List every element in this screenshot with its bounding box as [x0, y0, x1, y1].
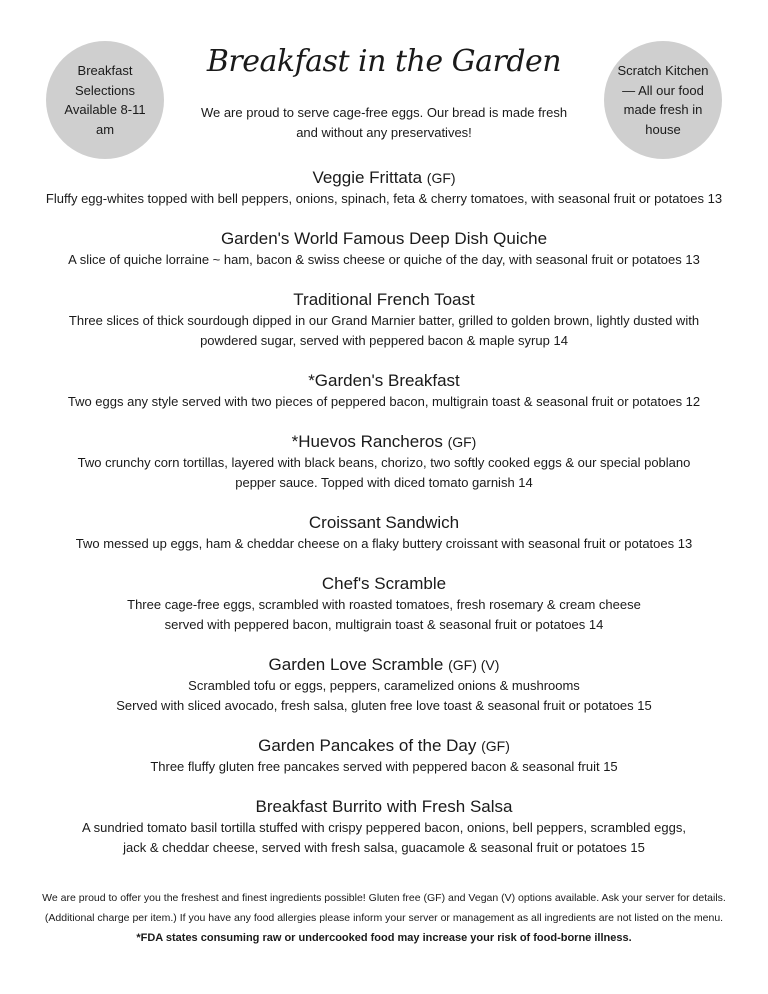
menu-item-name	[0, 654, 768, 676]
menu-item-name	[0, 167, 768, 189]
menu-item	[0, 370, 768, 412]
menu-item	[0, 289, 768, 351]
footer-note-1: We are proud to offer you the freshest and finest ingredients possible! Gluten free (GF) and Vegan (V) options available. Ask your server for details.	[42, 892, 726, 904]
menu-item-description: Three cage-free eggs, scrambled with roasted tomatoes, fresh rosemary & cream cheese served with peppered bacon, multigrain toast & seasonal fruit or potatoes 14	[127, 597, 641, 632]
item-name-text: *Garden's Breakfast	[308, 371, 460, 390]
item-name-text: Breakfast Burrito with Fresh Salsa	[255, 797, 513, 816]
item-name-text: Traditional French Toast	[293, 290, 475, 309]
menu-item-description: Two messed up eggs, ham & cheddar cheese on a flaky buttery croissant with seasonal fruit or potatoes 13	[75, 536, 693, 551]
menu-item-name	[0, 431, 768, 453]
item-name-text: Chef's Scramble	[321, 574, 447, 593]
menu-item	[0, 796, 768, 858]
menu-item-name	[0, 573, 768, 595]
menu-item	[0, 654, 768, 716]
item-name-text: Garden's World Famous Deep Dish Quiche	[220, 229, 548, 248]
item-name-text: Garden Pancakes of the Day	[258, 736, 477, 755]
item-name-text: Veggie Frittata	[312, 168, 423, 187]
menu-item-description: Three fluffy gluten free pancakes served with peppered bacon & seasonal fruit 15	[150, 759, 618, 774]
menu-item-name	[0, 735, 768, 757]
menu-item	[0, 735, 768, 777]
menu-title: Breakfast in the Garden	[206, 44, 562, 79]
menu-item	[0, 573, 768, 635]
hours-badge-text: Breakfast Selections Available 8-11 am	[64, 63, 146, 137]
item-name-text: Garden Love Scramble	[268, 655, 444, 674]
menu-item-name	[0, 228, 768, 250]
item-name-text: Croissant Sandwich	[308, 513, 460, 532]
item-diet-tag: (GF) (V)	[448, 657, 500, 673]
menu-item-description: Three slices of thick sourdough dipped in our Grand Marnier batter, grilled to golden brown, lightly dusted with powdered sugar, served with peppered bacon & maple syrup 14	[68, 313, 700, 348]
menu-item-name	[0, 370, 768, 392]
menu-item-name	[0, 796, 768, 818]
menu-item-description: Two crunchy corn tortillas, layered with black beans, chorizo, two softly cooked eggs & our special poblano pepper sauce. Topped with diced tomato garnish 14	[77, 455, 691, 490]
menu-item-description: Two eggs any style served with two pieces of peppered bacon, multigrain toast & seasonal fruit or potatoes 12	[67, 394, 701, 409]
menu-item-name	[0, 512, 768, 534]
menu-items	[0, 167, 768, 877]
menu-item	[0, 512, 768, 554]
menu-item	[0, 167, 768, 209]
menu-item-name	[0, 289, 768, 311]
menu-item	[0, 431, 768, 493]
menu-item-description: Scrambled tofu or eggs, peppers, caramelized onions & mushrooms Served with sliced avocado, fresh salsa, gluten free love toast & seasonal fruit or potatoes 15	[116, 678, 652, 713]
fda-warning: *FDA states consuming raw or undercooked food may increase your risk of food-borne illness.	[136, 932, 632, 944]
item-diet-tag: (GF)	[426, 170, 456, 186]
menu-footer	[0, 888, 768, 948]
menu-item-description: A slice of quiche lorraine ~ ham, bacon & swiss cheese or quiche of the day, with seasonal fruit or potatoes 13	[68, 252, 700, 267]
menu-item-description: Fluffy egg-whites topped with bell peppers, onions, spinach, feta & cherry tomatoes, with seasonal fruit or potatoes 13	[45, 191, 723, 206]
scratch-kitchen-text: Scratch Kitchen — All our food made fresh in house	[617, 63, 709, 137]
menu-intro: We are proud to serve cage-free eggs. Our bread is made fresh and without any preservatives!	[200, 105, 568, 140]
item-diet-tag: (GF)	[447, 434, 477, 450]
menu-item-description: A sundried tomato basil tortilla stuffed with crispy peppered bacon, onions, bell peppers, scrambled eggs, jack & cheddar cheese, served with fresh salsa, guacamole & seasonal fruit or potatoes 15	[82, 820, 686, 855]
footer-note-2: (Additional charge per item.) If you have any food allergies please inform your server or management as all ingredients are not listed on the menu.	[44, 912, 724, 924]
item-name-text: *Huevos Rancheros	[291, 432, 443, 451]
menu-item	[0, 228, 768, 270]
item-diet-tag: (GF)	[481, 738, 510, 754]
